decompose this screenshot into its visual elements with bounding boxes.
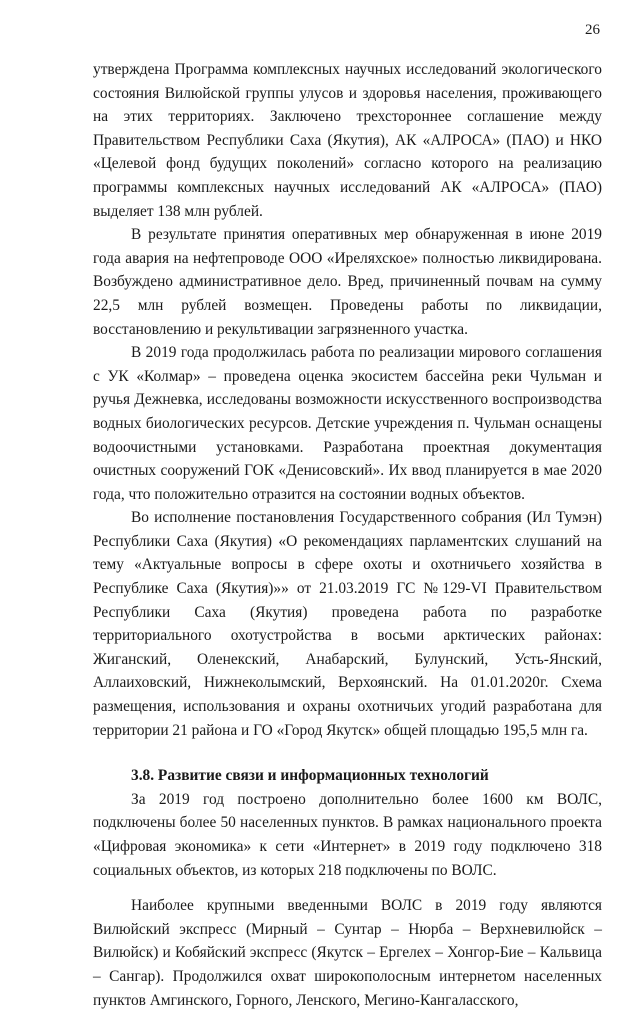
page-number: 26 <box>585 22 600 38</box>
paragraph-fiber-expresses: Наиболее крупными введенными ВОЛС в 2019 году являются Вилюйский экспресс (Мирный – Сунтар – Нюрба – Верхневилюйск – Вилюйск) и Кобяйский экспресс (Якутск – Ергелех – Хонгор-Бие – Кальвица – Сангар). Продолжился охват широкополосным интернетом населенных пунктов Амгинского, Горного, Ленского, Мегино-Кангаласского, <box>93 897 602 1009</box>
paragraph-fiber-construction: За 2019 год построено дополнительно более 1600 км ВОЛС, подключены более 50 населенных пунктов. В рамках национального проекта «Цифровая экономика» к сети «Интернет» в 2019 году подключено 318 социальных объектов, из которых 218 подключены по ВОЛС. <box>93 790 602 879</box>
paragraph-oil-spill: В результате принятия оперативных мер обнаруженная в июне 2019 года авария на нефтепроводе ООО «Иреляхское» полностью ликвидирована. Возбуждено административное дело. Вред, причиненный почвам на сумму 22,5 млн рублей возмещен. Проведены работы по ликвидации, восстановлению и рекультивации загрязненного участка. <box>93 226 602 338</box>
section-heading: 3.8. Развитие связи и информационных технологий <box>131 767 489 785</box>
paragraph-hunting-resolution: Во исполнение постановления Государственного собрания (Ил Тумэн) Республики Саха (Якутия) «О рекомендациях парламентских слушаний на тему «Актуальные вопросы в сфере охоты и охотничьего хозяйства в Республике Саха (Якутия)»» от 21.03.2019 ГС №129-VI Правительством Республики Саха (Якутия) проведена работа по разработке территориального охотустройства в восьми арктических районах: Жиганский, Оленекский, Анабарский, Булунский, Усть-Янский, Аллаиховский, Нижнеколымский, Верхоянский. На 01.01.2020г. Схема размещения, использования и охраны охотничьих угодий разработана для территории 21 района и ГО «Город Якутск» общей площадью 195,5 млн га. <box>93 509 602 739</box>
page-content <box>93 58 602 1012</box>
section-gap <box>93 742 602 764</box>
paragraph-kolmar-settlement: В 2019 года продолжилась работа по реализации мирового соглашения с УК «Колмар» – проведена оценка экосистем бассейна реки Чульман и ручья Дежневка, исследованы возможности искусственного воспроизводства водных биологических ресурсов. Детские учреждения п. Чульман оснащены водоочистными установками. Разработана проектная документация очистных сооружений ГОК «Денисовский». Их ввод планируется в мае 2020 года, что положительно отразится на состоянии водных объектов. <box>93 344 602 503</box>
paragraph-alrosa-program: утверждена Программа комплексных научных исследований экологического состояния Вилюйской группы улусов и здоровья населения, проживающего на этих территориях. Заключено трехстороннее соглашение между Правительством Республики Саха (Якутия), АК «АЛРОСА» (ПАО) и НКО «Целевой фонд будущих поколений» согласно которого на реализацию программы комплексных научных исследований АК «АЛРОСА» (ПАО) выделяет 138 млн рублей. <box>93 61 602 220</box>
paragraph-gap <box>93 882 602 894</box>
